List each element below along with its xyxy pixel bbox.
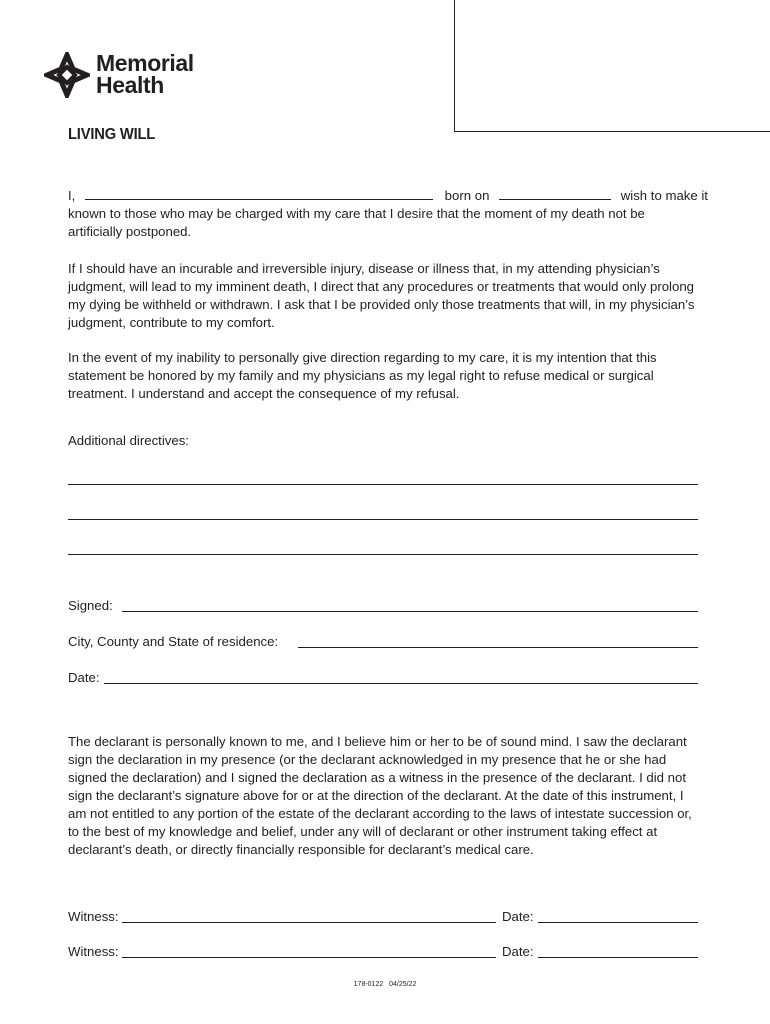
directive-line-2[interactable]	[68, 519, 698, 520]
logo	[44, 50, 214, 102]
date-field[interactable]	[104, 683, 698, 684]
memorial-health-star-icon	[44, 52, 90, 98]
witness-2-date-field[interactable]	[538, 957, 698, 958]
born-on-label: born on	[444, 188, 490, 203]
revision-date: 04/25/22	[389, 981, 417, 988]
declaration-prefix: I,	[68, 188, 76, 203]
witness-statement: The declarant is personally known to me, and I believe him or her to be of sound mind. I saw the declarant sign the declaration in my presence (or the declarant acknowledged in my presence that he or she had signed the declaration) and I signed the declaration as a witness in the presence of the declarant. I did not sign the declarant’s signature above for or at the direction of the declarant. At the date of this instrument, I am not entitled to any portion of the estate of the declarant according to the laws of intestate succession or, to the best of my knowledge and belief, under any will of declarant or other instrument taking effect at declarant’s death, or directly financially responsible for declarant’s medical care.	[68, 734, 692, 857]
signature-field[interactable]	[122, 611, 698, 612]
declarant-name-field[interactable]	[85, 187, 433, 200]
logo-line-2: Health	[96, 72, 164, 98]
witness-2-label: Witness:	[68, 944, 119, 959]
declaration-line	[68, 187, 708, 205]
directive-line-3[interactable]	[68, 554, 698, 555]
declaration-text: known to those who may be charged with my care that I desire that the moment of my death not be artificially postponed.	[68, 206, 645, 239]
witness-2-date-label: Date:	[502, 944, 534, 959]
signed-label: Signed:	[68, 598, 113, 613]
corner-box	[454, 0, 770, 132]
wish-label: wish to make it	[620, 188, 708, 203]
additional-directives-label: Additional directives:	[68, 433, 189, 448]
birth-date-field[interactable]	[499, 187, 611, 200]
paragraph-refusal: In the event of my inability to personally give direction regarding to my care, it is my intention that this statement be honored by my family and my physicians as my legal right to refuse medical or surgical treatment. I understand and accept the consequence of my refusal.	[68, 350, 657, 401]
logo-text	[96, 52, 194, 96]
witness-1-date-field[interactable]	[538, 922, 698, 923]
page-title: LIVING WILL	[68, 126, 156, 143]
witness-1-field[interactable]	[122, 922, 496, 923]
paragraph-treatment: If I should have an incurable and irreversible injury, disease or illness that, in my attending physician’s judgment, will lead to my imminent death, I direct that any procedures or treatments that would only prolong my dying be withheld or withdrawn. I ask that I be provided only those treatments that will, in my physician’s judgment, contribute to my comfort.	[68, 261, 695, 330]
witness-1-label: Witness:	[68, 909, 119, 924]
form-number: 178-0122	[353, 981, 384, 988]
residence-field[interactable]	[298, 647, 698, 648]
logo-line-1: Memorial	[96, 50, 194, 76]
directive-line-1[interactable]	[68, 484, 698, 485]
date-label: Date:	[68, 670, 100, 685]
footer	[0, 981, 770, 988]
witness-1-date-label: Date:	[502, 909, 534, 924]
residence-label: City, County and State of residence:	[68, 634, 279, 649]
witness-2-field[interactable]	[122, 957, 496, 958]
